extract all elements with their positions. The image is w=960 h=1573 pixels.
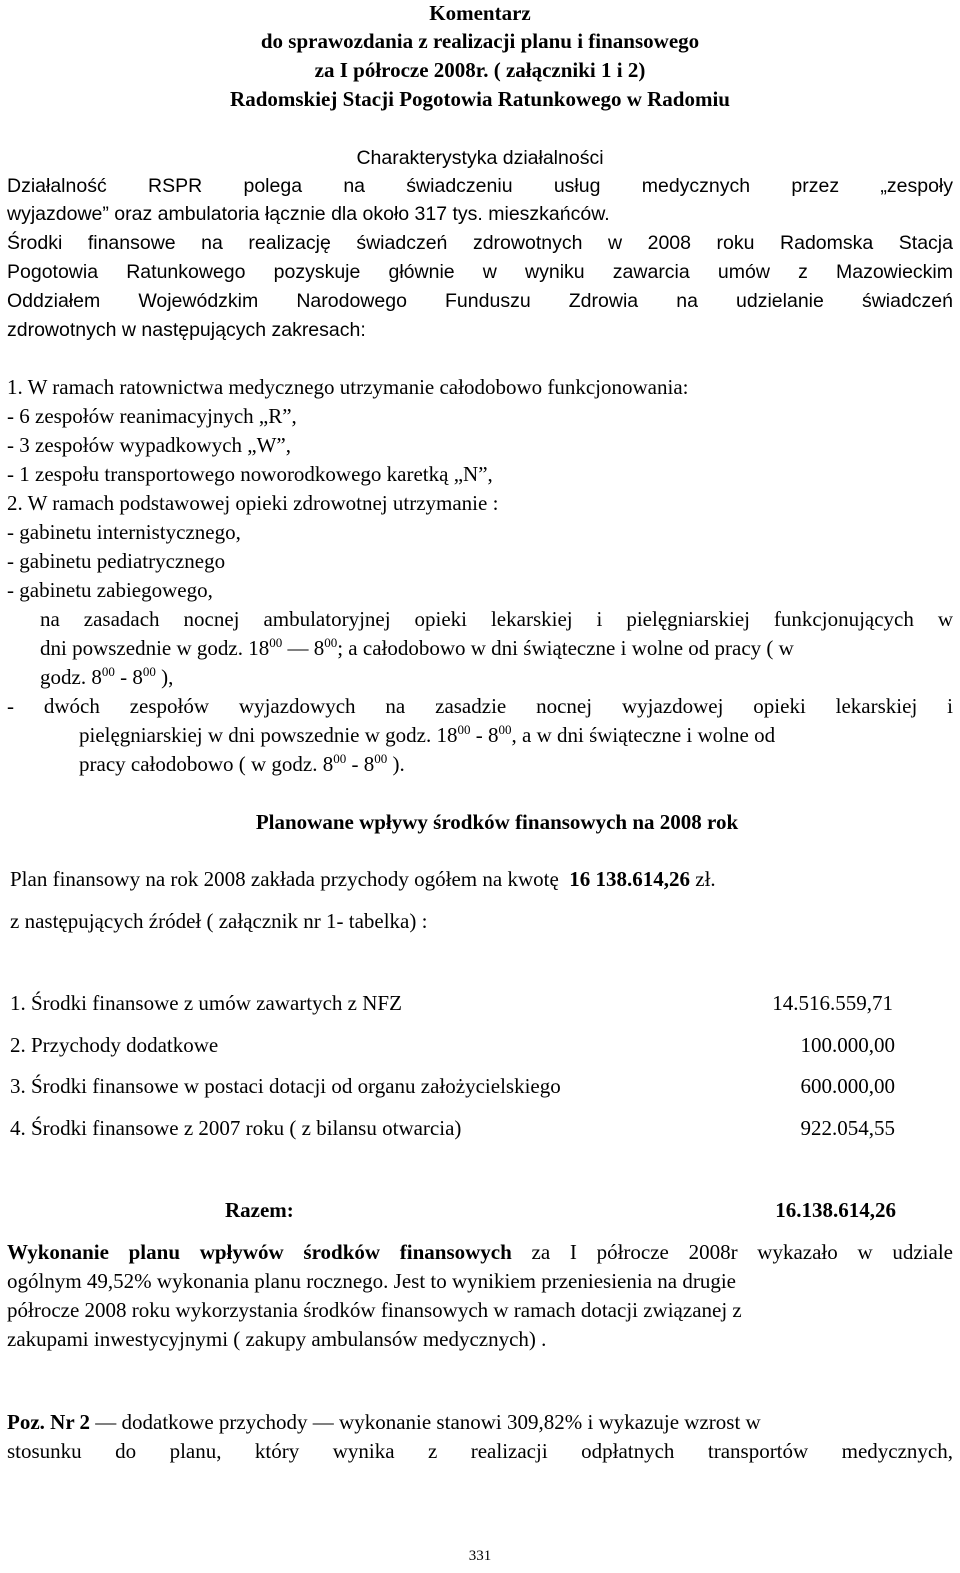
paragraph-line: wyjazdowe” oraz ambulatoria łącznie dla około 317 tys. mieszkańców. [7,203,610,225]
source-value: 100.000,00 [800,1033,895,1057]
list-subitem: - dwóch zespołów wyjazdowych na zasadzie nocnej wyjazdowej opieki lekarskiej i [7,694,953,718]
text-run: pielęgniarskiej w dni powszednie w godz. 18 [79,723,458,747]
list-subitem: - gabinetu pediatrycznego [7,549,226,573]
doc-title: Komentarz [429,1,531,25]
paragraph-line: ogólnym 49,52% wykonania planu rocznego. Jest to wynikiem przeniesienia na drugie [7,1269,736,1293]
source-value: 14.516.559,71 [772,991,893,1015]
page-number: 331 [468,1548,492,1564]
doc-subtitle-2: za I półrocze 2008r. ( załączniki 1 i 2) [314,58,646,82]
text-run: za I półrocze 2008r wykazało w udziale [511,1240,953,1264]
list-subitem: - gabinetu internistycznego, [7,520,241,544]
text-run: godz. 8 [40,665,102,689]
section-heading-plan: Planowane wpływy środków finansowych na 2008 rok [255,810,739,834]
total-value: 16.138.614,26 [775,1198,896,1222]
plan-line-2: z następujących źródeł ( załącznik nr 1- tabelka) : [10,909,428,933]
paragraph-line: półrocze 2008 roku wykorzystania środków finansowych w ramach dotacji związanej z [7,1298,742,1322]
paragraph-line: Środki finansowe na realizację świadczeń zdrowotnych w 2008 roku Radomska Stacja [7,232,953,254]
list-item-2: 2. W ramach podstawowej opieki zdrowotnej utrzymanie : [7,491,499,515]
text-run: dni powszednie w godz. 18 [40,636,270,660]
paragraph-line [7,1239,953,1265]
bold-lead: Wykonanie planu wpływów środków finansowych [7,1240,512,1264]
paragraph-line [79,722,775,748]
text-run: zł. [695,867,716,891]
list-subitem: - 6 zespołów reanimacyjnych „R”, [7,404,297,428]
doc-subtitle-3: Radomskiej Stacji Pogotowia Ratunkowego w Radomiu [230,87,730,111]
superscript: 00 [142,664,156,679]
text-run: ). [387,752,405,776]
paragraph-line: Działalność RSPR polega na świadczeniu usług medycznych przez „zespoły [7,175,953,197]
paragraph-line: Oddziałem Wojewódzkim Narodowego Funduszu Zdrowia na udzielanie świadczeń [7,290,953,312]
paragraph-line [40,635,953,661]
source-value: 922.054,55 [800,1116,895,1140]
source-value: 600.000,00 [800,1074,895,1098]
source-label: 3. Środki finansowe w postaci dotacji od organu założycielskiego [10,1074,561,1098]
paragraph-line [40,664,173,690]
source-label: 2. Przychody dodatkowe [10,1033,219,1057]
paragraph-line: zakupami inwestycyjnymi ( zakupy ambulansów medycznych) . [7,1327,547,1351]
plan-line-1 [10,866,716,892]
paragraph-line: stosunku do planu, który wynika z realizacji odpłatnych transportów medycznych, [7,1439,953,1463]
text-run: — 8 [282,636,325,660]
text-run: pracy całodobowo ( w godz. 8 [79,752,334,776]
list-subitem: - 1 zespołu transportowego noworodkowego karetką „N”, [7,462,493,486]
text-run: ; a całodobowo w dni świąteczne i wolne od pracy ( w [337,636,794,660]
text-run: - 8 [114,665,143,689]
paragraph-line: Pogotowia Ratunkowego pozyskuje głównie w wyniku zawarcia umów z Mazowieckim [7,261,953,283]
superscript: 00 [333,751,347,766]
total-label: Razem: [225,1198,294,1222]
text-run: — dodatkowe przychody — wykonanie stanowi 309,82% i wykazuje wzrost w [90,1410,761,1434]
doc-subtitle-1: do sprawozdania z realizacji planu i finansowego [260,29,700,53]
superscript: 00 [457,722,471,737]
paragraph-line: na zasadach nocnej ambulatoryjnej opieki lekarskiej i pielęgniarskiej funkcjonujących w [40,607,953,631]
text-run: - 8 [470,723,499,747]
list-subitem: - gabinetu zabiegowego, [7,578,213,602]
superscript: 00 [498,722,512,737]
text-run: Plan finansowy na rok 2008 zakłada przychody ogółem na kwotę [10,867,559,891]
paragraph-line: zdrowotnych w następujących zakresach: [7,319,366,341]
list-item-1: 1. W ramach ratownictwa medycznego utrzymanie całodobowo funkcjonowania: [7,375,689,399]
superscript: 00 [374,751,388,766]
source-label: 1. Środki finansowe z umów zawartych z NFZ [10,991,402,1015]
paragraph-line [79,751,405,777]
section-heading-characteristics: Charakterystyka działalności [356,147,604,169]
text-run: ), [155,665,174,689]
source-label: 4. Środki finansowe z 2007 roku ( z bilansu otwarcia) [10,1116,462,1140]
text-run: - 8 [346,752,375,776]
paragraph-line [7,1409,953,1435]
superscript: 00 [269,635,283,650]
list-subitem: - 3 zespołów wypadkowych „W”, [7,433,291,457]
text-run: , a w dni świąteczne i wolne od [511,723,776,747]
plan-amount: 16 138.614,26 [569,867,691,891]
bold-lead: Poz. Nr 2 [7,1410,91,1434]
superscript: 00 [101,664,115,679]
superscript: 00 [324,635,338,650]
